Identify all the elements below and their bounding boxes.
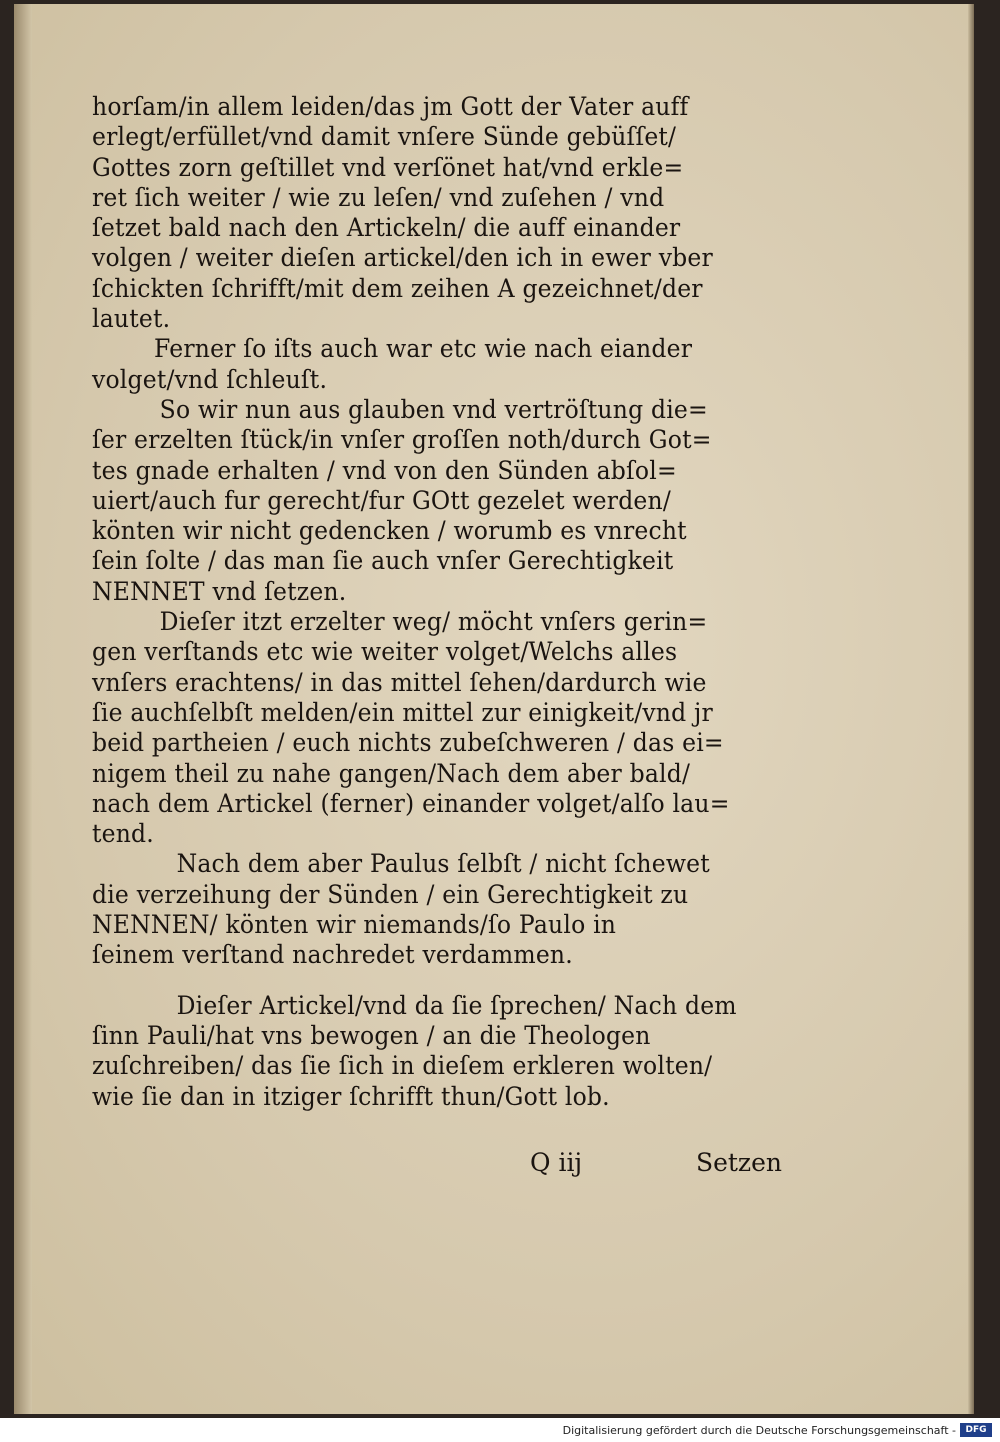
text-line: gen verſtands etc wie weiter volget/Welchs alles: [92, 637, 678, 667]
text-line: Gottes zorn geſtillet vnd verſönet hat/vnd erkle=: [92, 152, 684, 182]
text-line: erlegt/erfüllet/vnd damit vnſere Sünde gebüſſet/: [92, 122, 677, 152]
page-right-edge: [968, 4, 974, 1414]
text-line: volgen / weiter dieſen artickel/den ich in ewer vber: [92, 243, 713, 273]
signature-mark: Q iij: [530, 1148, 583, 1177]
text-line: NENNET vnd ſetzen.: [92, 576, 347, 606]
text-line: NENNEN/ könten wir niemands/ſo Paulo in: [92, 910, 617, 940]
catchword: Setzen: [695, 1148, 782, 1177]
page-text: [92, 92, 772, 1112]
text-line: horſam/in allem leiden/das jm Gott der Vater auff: [92, 92, 689, 121]
text-line: ſinn Pauli/hat vns bewogen / an die Theologen: [92, 1020, 651, 1050]
dfg-logo[interactable]: DFG: [960, 1423, 992, 1437]
text-line: ſeinem verſtand nachredet verdammen.: [92, 940, 573, 970]
text-line: ſie auchſelbſt melden/ein mittel zur einigkeit/vnd jr: [92, 697, 713, 727]
text-line: nach dem Artickel (ferner) einander volget/alſo lau=: [92, 788, 730, 818]
paragraph-gap: [92, 971, 772, 991]
text-line: Dieſer Artickel/vnd da ſie ſprechen/ Nach dem: [176, 990, 737, 1020]
text-line: So wir nun aus glauben vnd vertröſtung die=: [159, 394, 708, 424]
text-line: lautet.: [92, 304, 171, 334]
text-line: uiert/auch fur gerecht/fur GOtt gezelet werden/: [92, 485, 671, 515]
text-line: beid partheien / euch nichts zubeſchweren / das ei=: [92, 728, 724, 758]
binding-edge: [14, 4, 32, 1414]
text-line: könten wir nicht gedencken / worumb es vnrecht: [92, 516, 687, 546]
funding-credit: Digitalisierung gefördert durch die Deutsche Forschungsgemeinschaft -: [562, 1424, 956, 1437]
text-line: tend.: [92, 819, 154, 849]
text-line: ſein ſolte / das man ſie auch vnſer Gerechtigkeit: [92, 546, 674, 576]
page-footer-line: [92, 1148, 782, 1182]
text-line: vnſers erachtens/ in das mittel ſehen/dardurch wie: [92, 667, 707, 697]
text-line: ſer erzelten ſtück/in vnſer groſſen noth/durch Got=: [92, 425, 712, 455]
text-line: Ferner ſo iſts auch war etc wie nach eiander: [154, 334, 693, 364]
text-line: volget/vnd ſchleuſt.: [92, 364, 328, 394]
text-line: ret ſich weiter / wie zu leſen/ vnd zuſehen / vnd: [92, 182, 665, 212]
text-line: zuſchreiben/ das ſie ſich in dieſem erkleren wolten/: [92, 1051, 713, 1081]
text-line: ſetzet bald nach den Artickeln/ die auff einander: [92, 213, 681, 243]
text-line: tes gnade erhalten / vnd von den Sünden abſol=: [92, 455, 677, 485]
text-line: Nach dem aber Paulus ſelbſt / nicht ſchewet: [176, 849, 710, 879]
text-line: die verzeihung der Sünden / ein Gerechtigkeit zu: [92, 879, 689, 909]
text-line: ſchickten ſchrifft/mit dem zeihen A gezeichnet/der: [92, 273, 703, 303]
text-line: wie ſie dan in itziger ſchrifft thun/Gott lob.: [92, 1081, 610, 1111]
text-line: Dieſer itzt erzelter weg/ möcht vnſers gerin=: [159, 607, 708, 637]
text-line: nigem theil zu nahe gangen/Nach dem aber bald/: [92, 758, 691, 788]
credit-bar: [0, 1418, 1000, 1442]
